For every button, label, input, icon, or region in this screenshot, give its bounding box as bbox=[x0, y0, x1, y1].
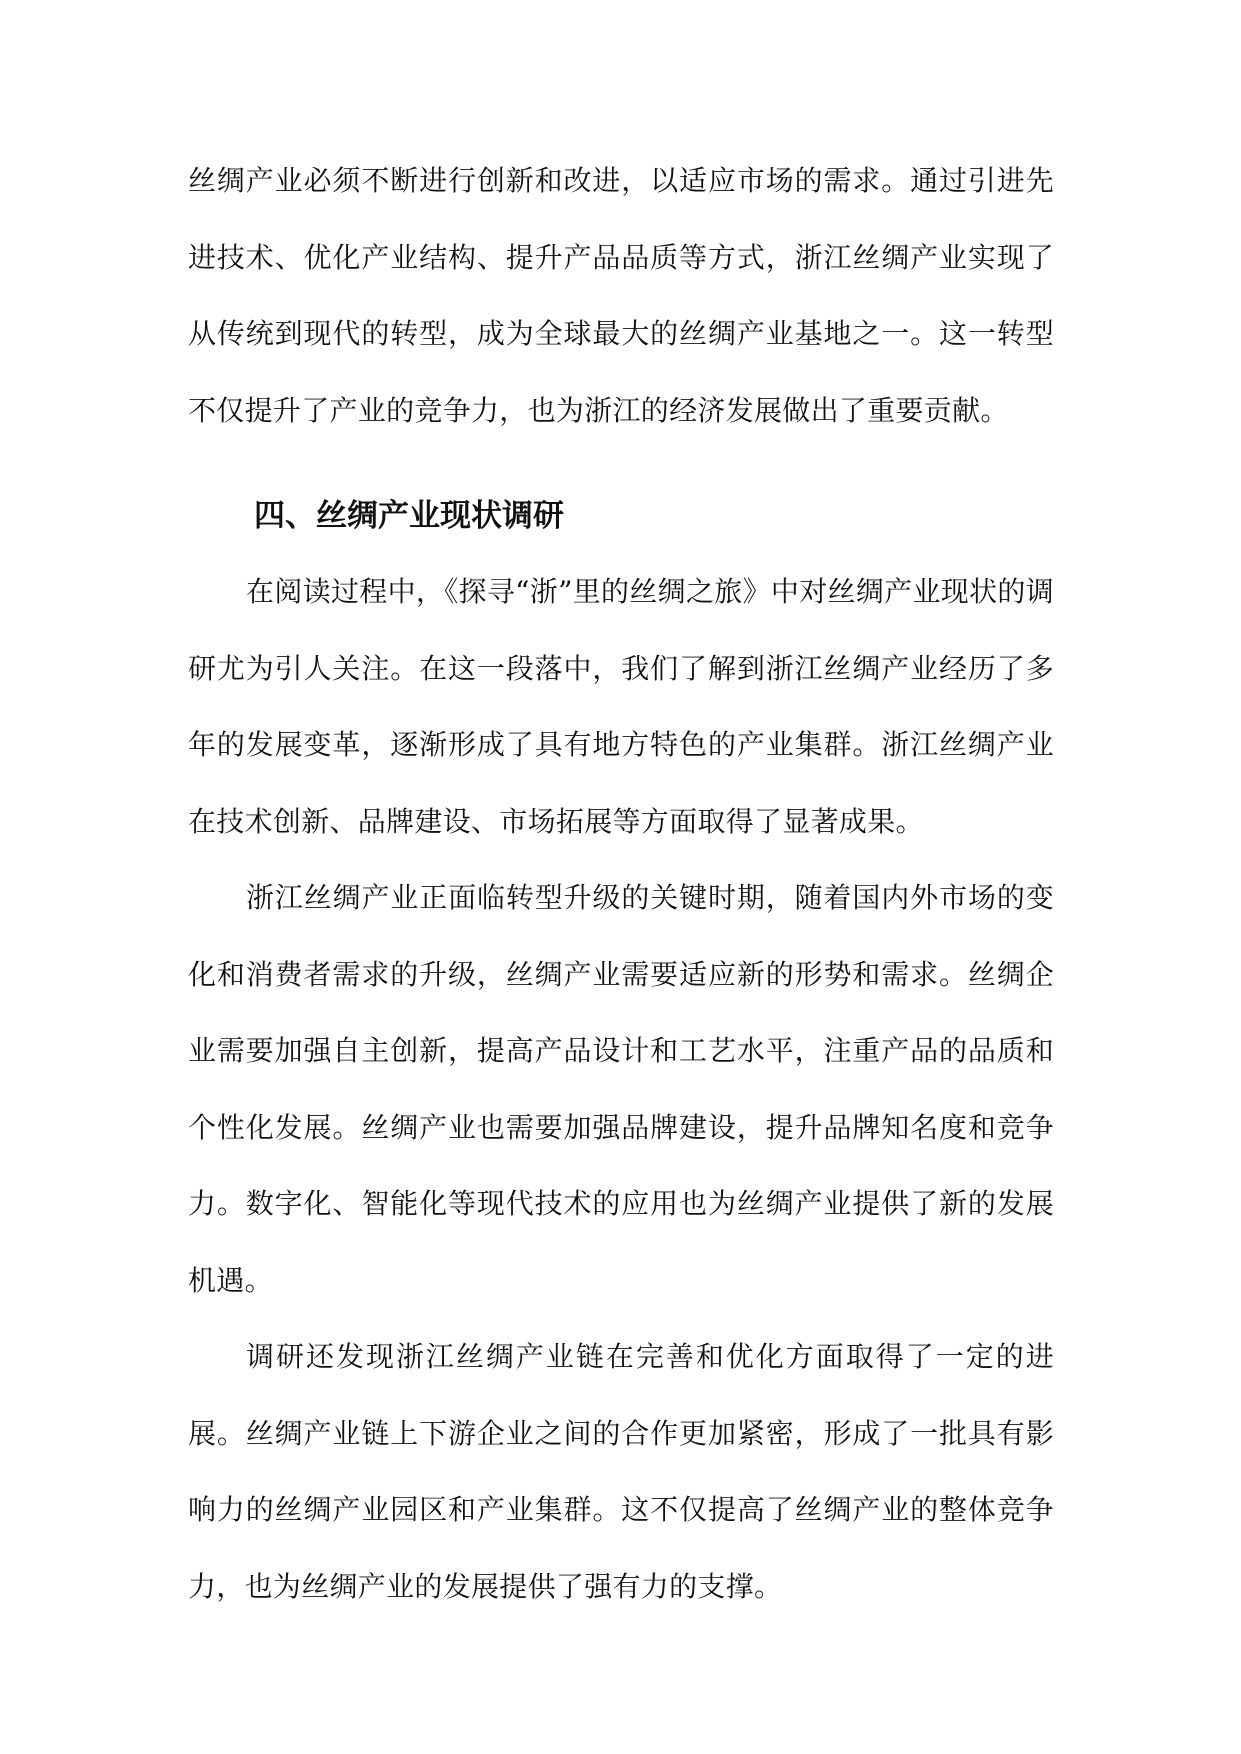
paragraph-research-overview: 在阅读过程中，《探寻“浙”里的丝绸之旅》中对丝绸产业现状的调研尤为引人关注。在这一段落中，我们了解到浙江丝绸产业经历了多年的发展变革，逐渐形成了具有地方特色的产业集群。浙江丝绸产业在技术创新、品牌建设、市场拓展等方面取得了显著成果。 bbox=[188, 575, 1054, 838]
paragraph-industry-chain: 调研还发现浙江丝绸产业链在完善和优化方面取得了一定的进展。丝绸产业链上下游企业之间的合作更加紧密，形成了一批具有影响力的丝绸产业园区和产业集群。这不仅提高了丝绸产业的整体竞争力，也为丝绸产业的发展提供了强有力的支撑。 bbox=[188, 1340, 1054, 1603]
section-heading: 四、丝绸产业现状调研 bbox=[254, 498, 564, 534]
paragraph-transformation: 浙江丝绸产业正面临转型升级的关键时期，随着国内外市场的变化和消费者需求的升级，丝绸产业需要适应新的形势和需求。丝绸企业需要加强自主创新，提高产品设计和工艺水平，注重产品的品质和个性化发展。丝绸产业也需要加强品牌建设，提升品牌知名度和竞争力。数字化、智能化等现代技术的应用也为丝绸产业提供了新的发展机遇。 bbox=[188, 881, 1054, 1297]
document-body bbox=[188, 143, 1054, 1625]
intro-paragraph: 丝绸产业必须不断进行创新和改进，以适应市场的需求。通过引进先进技术、优化产业结构、提升产品品质等方式，浙江丝绸产业实现了从传统到现代的转型，成为全球最大的丝绸产业基地之一。这一转型不仅提升了产业的竞争力，也为浙江的经济发展做出了重要贡献。 bbox=[188, 164, 1054, 427]
